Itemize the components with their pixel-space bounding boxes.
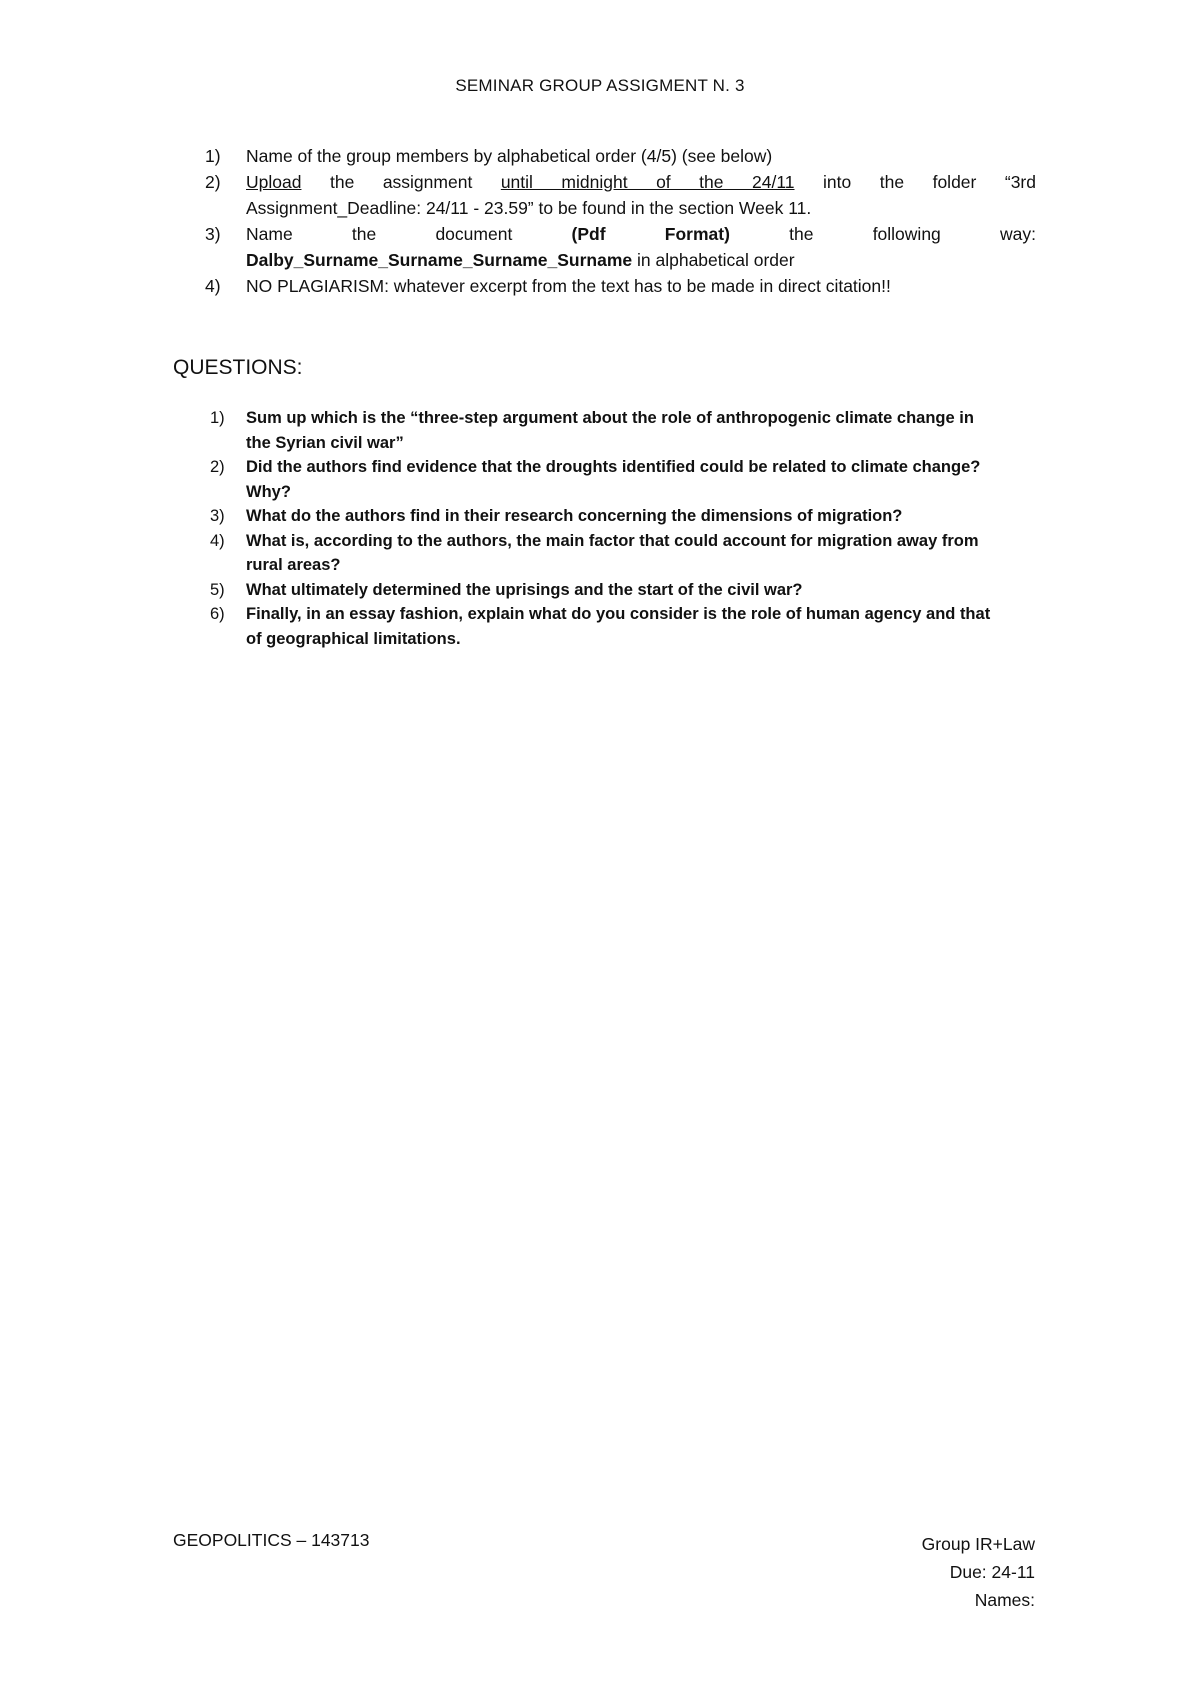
footer-info <box>922 1530 1035 1614</box>
instruction-number: 3) <box>205 224 221 244</box>
instruction-text: Name of the group members by alphabetical order (4/5) (see below) <box>246 146 773 166</box>
page-title: SEMINAR GROUP ASSIGMENT N. 3 <box>455 76 745 95</box>
question-text: rural areas? <box>246 556 341 574</box>
instruction-item-4 <box>0 273 1036 299</box>
word: document <box>435 224 513 244</box>
instruction-line <box>246 247 1036 273</box>
instructions-list <box>0 143 1200 299</box>
names-label: Names: <box>974 1590 1035 1610</box>
instruction-item-1 <box>0 143 1036 169</box>
question-text: What do the authors find in their research concerning the dimensions of migration? <box>246 507 903 525</box>
instruction-item-2 <box>0 169 1036 221</box>
filename-format: Dalby_Surname_Surname_Surname_Surname <box>246 250 633 270</box>
question-text: of geographical limitations. <box>246 629 461 648</box>
instruction-line <box>246 221 1036 247</box>
word: the <box>351 224 377 244</box>
instruction-text: NO PLAGIARISM: whatever excerpt from the text has to be made in direct citation!! <box>246 276 891 296</box>
group-label: Group IR+Law <box>921 1534 1035 1554</box>
questions-heading: QUESTIONS: <box>173 356 303 379</box>
instruction-text: the assignment <box>301 172 501 192</box>
question-text: What ultimately determined the uprisings and the start of the civil war? <box>246 580 803 599</box>
word: following <box>872 224 941 244</box>
question-text: the Syrian civil war” <box>246 433 404 452</box>
question-item <box>0 504 1026 529</box>
instruction-text: in alphabetical order <box>632 250 795 270</box>
question-number: 1) <box>210 409 225 427</box>
due-date: Due: 24-11 <box>949 1562 1035 1582</box>
question-number: 2) <box>210 458 225 476</box>
question-text: Sum up which is the “three-step argument about the role of anthropogenic climate change in <box>246 409 974 427</box>
question-item <box>0 578 1026 603</box>
instruction-number: 1) <box>205 146 221 166</box>
question-item <box>0 455 1026 504</box>
word: (Pdf <box>571 224 606 244</box>
question-number: 6) <box>210 605 225 623</box>
question-text: Finally, in an essay fashion, explain what do you consider is the role of human agency and that <box>246 605 991 623</box>
questions-list <box>0 406 1200 651</box>
question-item <box>0 406 1026 455</box>
question-item <box>0 602 1026 651</box>
instruction-line <box>246 169 1036 195</box>
question-text: What is, according to the authors, the main factor that could account for migration away from <box>246 531 979 550</box>
word: way: <box>1000 224 1036 244</box>
instruction-item-3 <box>0 221 1036 273</box>
word: Format) <box>664 224 730 244</box>
question-number: 3) <box>210 507 225 525</box>
question-item <box>0 529 1026 578</box>
question-text: Did the authors find evidence that the droughts identified could be related to climate change? <box>246 458 981 476</box>
upload-text: Upload <box>246 172 302 192</box>
deadline-text: until midnight of the 24/11 <box>500 172 795 192</box>
instruction-text: into the folder “3rd <box>794 172 1036 192</box>
question-number: 4) <box>210 531 225 550</box>
instruction-number: 4) <box>205 276 221 296</box>
instruction-line: Assignment_Deadline: 24/11 - 23.59” to be found in the section Week 11. <box>246 198 812 218</box>
question-number: 5) <box>210 580 225 599</box>
question-text: Why? <box>246 482 291 501</box>
word: the <box>789 224 814 244</box>
instruction-number: 2) <box>205 172 221 192</box>
word: Name <box>246 224 293 244</box>
course-code: GEOPOLITICS – 143713 <box>173 1530 370 1550</box>
